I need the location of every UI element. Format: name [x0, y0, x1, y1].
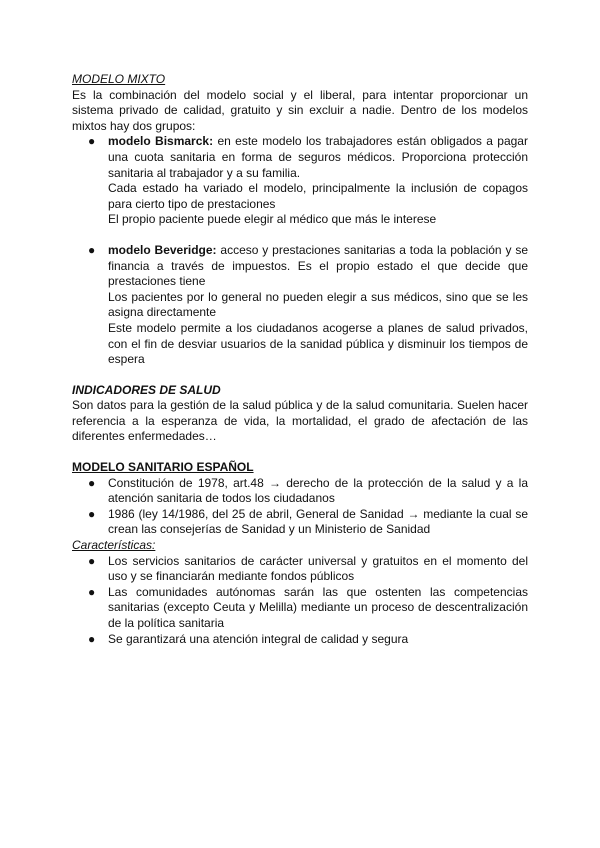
- bullet-icon: ●: [88, 242, 96, 257]
- spacer: [72, 445, 528, 460]
- indicadores-text: Son datos para la gestión de la salud pública y de la salud comunitaria. Suelen hacer referencia a la esperanza de vida, la mortalidad, el grado de afectación de las diferentes enfermedades…: [72, 398, 528, 444]
- mixto-intro: Es la combinación del modelo social y el liberal, para intentar proporcionar un sistema privado de calidad, gratuito y sin excluir a nadie. Dentro de los modelos mixtos hay dos grupos:: [72, 87, 528, 133]
- caracteristicas-list: [72, 554, 528, 648]
- list-item-text: Se garantizará una atención integral de calidad y segura: [108, 631, 409, 646]
- document-page: [72, 72, 528, 647]
- mixto-list-2: [72, 243, 528, 368]
- heading-modelo-mixto: MODELO MIXTO: [72, 72, 166, 86]
- espanol-list: [72, 476, 528, 538]
- beveridge-p3: Este modelo permite a los ciudadanos acogerse a planes de salud privados, con el fin de desviar usuarios de la sanidad pública y disminuir los tiempos de espera: [108, 320, 528, 367]
- list-item-text: 1986 (ley 14/1986, del 25 de abril, General de Sanidad → mediante la cual se crean las consejerías de Sanidad y un Ministerio de Sanidad: [108, 506, 528, 537]
- list-item-text: Los servicios sanitarios de carácter universal y gratuitos en el momento del uso y se financiarán mediante fondos públicos: [108, 553, 528, 584]
- list-item: [72, 632, 528, 648]
- beveridge-label: modelo Beveridge:: [108, 242, 217, 257]
- beveridge-p2: Los pacientes por lo general no pueden elegir a sus médicos, sino que se les asigna directamente: [108, 289, 528, 320]
- bullet-icon: ●: [88, 506, 96, 521]
- mixto-list: [72, 134, 528, 228]
- bismarck-label: modelo Bismarck:: [108, 134, 214, 149]
- list-item-bismarck: [72, 134, 528, 228]
- heading-indicadores: INDICADORES DE SALUD: [72, 382, 221, 397]
- bullet-icon: ●: [88, 584, 96, 599]
- bullet-icon: ●: [88, 631, 96, 646]
- bullet-icon: ●: [88, 553, 96, 568]
- spacer: [72, 228, 528, 243]
- subheading-caracteristicas: Características:: [72, 538, 156, 553]
- list-item-text: Las comunidades autónomas sarán las que ostenten las competencias sanitarias (excepto Ceuta y Melilla) mediante un proceso de descentralización de la política sanitaria: [108, 584, 528, 630]
- bullet-icon: ●: [88, 475, 96, 490]
- list-item: [72, 585, 528, 632]
- list-item: [72, 554, 528, 585]
- bullet-icon: ●: [88, 134, 96, 149]
- bismarck-p2: Cada estado ha variado el modelo, principalmente la inclusión de copagos para cierto tipo de prestaciones: [108, 181, 528, 211]
- spacer: [72, 368, 528, 383]
- bismarck-p3: El propio paciente puede elegir al médico que más le interese: [108, 212, 437, 227]
- beveridge-text: acceso y prestaciones sanitarias a toda la población y se financia a través de impuestos. Es el propio estado el que decide que prestaciones tiene: [108, 242, 528, 289]
- heading-modelo-espanol: MODELO SANITARIO ESPAÑOL: [72, 460, 254, 475]
- list-item: [72, 476, 528, 507]
- list-item: [72, 507, 528, 538]
- list-item-beveridge: [72, 243, 528, 368]
- bismarck-text: en este modelo los trabajadores están obligados a pagar una cuota sanitaria en forma de seguros médicos. Proporciona protección sanitaria al trabajador y a su familia.: [108, 134, 528, 180]
- list-item-text: Constitución de 1978, art.48 → derecho de la protección de la salud y a la atención sanitaria de todos los ciudadanos: [108, 475, 528, 506]
